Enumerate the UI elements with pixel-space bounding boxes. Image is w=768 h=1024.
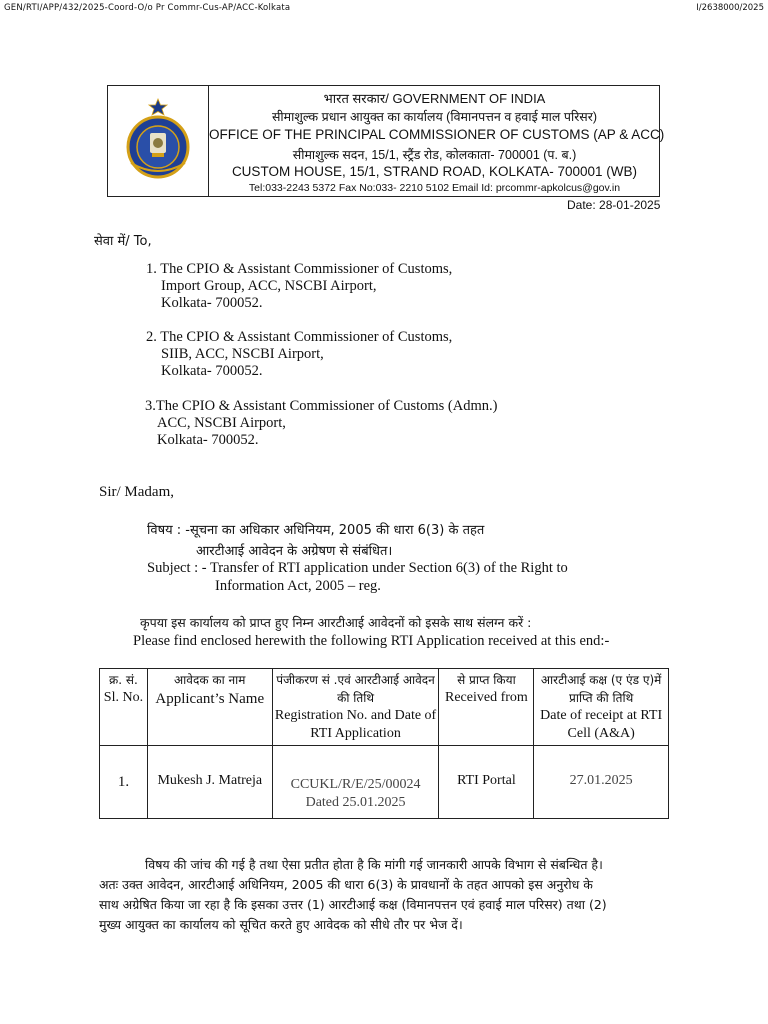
intro-english: Please find enclosed herewith the following RTI Application received at this end:- xyxy=(133,633,610,649)
intro-hindi: कृपया इस कार्यालय को प्राप्त हुए निम्न आरटीआई आवेदनों को इसके साथ संलग्न करें : xyxy=(140,615,532,630)
customs-emblem-icon xyxy=(117,97,199,181)
header-english: Received from xyxy=(444,690,528,705)
closing-line-4: मुख्य आयुक्त का कार्यालय को सूचित करते हुए आवेदक को सीधे तौर पर भेज दें। xyxy=(99,917,463,932)
header-english: Applicant’s Name xyxy=(155,691,265,707)
cell-applicant-name: Mukesh J. Matreja xyxy=(147,746,272,819)
letter-date: Date: 28-01-2025 xyxy=(567,198,661,212)
header-hindi: आरटीआई कक्ष (ए एंड ए)में प्राप्ति की तिथि xyxy=(540,673,662,705)
header-cell-registration xyxy=(272,669,439,746)
header-address-english: CUSTOM HOUSE, 15/1, STRAND ROAD, KOLKATA- 700001 (WB) xyxy=(231,164,638,179)
addressee-line: 2. The CPIO & Assistant Commissioner of Customs, xyxy=(146,329,453,345)
header-hindi: क्र. सं. xyxy=(109,673,138,687)
header-hindi: आवेदक का नाम xyxy=(174,673,246,687)
addressee-line: Kolkata- 700052. xyxy=(161,295,263,311)
header-contact: Tel:033-2243 5372 Fax No:033- 2210 5102 Email Id: prcommr-apkolcus@gov.in xyxy=(248,182,621,194)
document-id: I/2638000/2025 xyxy=(696,3,764,13)
addressee-2 xyxy=(146,329,452,380)
table-row xyxy=(100,746,669,819)
addressee-line: 1. The CPIO & Assistant Commissioner of Customs, xyxy=(146,261,453,277)
header-english: Sl. No. xyxy=(103,690,144,705)
header-govt: भारत सरकार/ GOVERNMENT OF INDIA xyxy=(323,91,546,106)
header-office-english: OFFICE OF THE PRINCIPAL COMMISSIONER OF CUSTOMS (AP & ACC) xyxy=(209,127,665,142)
registration-number: CCUKL/R/E/25/00024 xyxy=(290,777,421,792)
header-cell-receipt-date xyxy=(534,669,669,746)
closing-line-3: साथ अग्रेषित किया जा रहा है कि इसका उत्तर (1) आरटीआई कक्ष (विमानपत्तन एवं हवाई माल परिसर) तथा (2) xyxy=(99,897,607,912)
header-cell-applicant xyxy=(147,669,272,746)
header-address-hindi: सीमाशुल्क सदन, 15/1, स्ट्रैंड रोड, कोलकाता- 700001 (प. ब.) xyxy=(292,148,577,162)
addressee-line: ACC, NSCBI Airport, xyxy=(157,415,286,431)
header-cell-received-from xyxy=(439,669,534,746)
header-hindi: से प्राप्त किया xyxy=(457,673,516,687)
addressee-line: Import Group, ACC, NSCBI Airport, xyxy=(161,278,377,294)
cell-receipt-date: 27.01.2025 xyxy=(534,746,669,819)
closing-line-2: अतः उक्त आवेदन, आरटीआई अधिनियम, 2005 की धारा 6(3) के प्रावधानों के तहत आपको इस अनुरोध के xyxy=(99,877,593,892)
cell-received-from: RTI Portal xyxy=(439,746,534,819)
subject-hindi-line1: विषय : -सूचना का अधिकार अधिनियम, 2005 की धारा 6(3) के तहत xyxy=(147,523,485,538)
subject-english-line2: Information Act, 2005 – reg. xyxy=(215,578,381,594)
document-reference: GEN/RTI/APP/432/2025-Coord-O/o Pr Commr-Cus-AP/ACC-Kolkata xyxy=(4,3,291,13)
header-hindi: पंजीकरण सं .एवं आरटीआई आवेदन की तिथि xyxy=(276,673,435,705)
header-office-hindi: सीमाशुल्क प्रधान आयुक्त का कार्यालय (विमानपत्तन व हवाई माल परिसर) xyxy=(271,110,598,124)
addressee-line: Kolkata- 700052. xyxy=(157,432,259,448)
salutation: Sir/ Madam, xyxy=(99,484,174,500)
header-cell-sl xyxy=(100,669,148,746)
registration-date: Dated 25.01.2025 xyxy=(305,795,406,810)
header-english: Registration No. and Date of RTI Application xyxy=(274,708,437,741)
logo-cell xyxy=(107,85,209,197)
addressee-line: 3.The CPIO & Assistant Commissioner of Customs (Admn.) xyxy=(145,398,498,414)
rti-application-table xyxy=(99,668,669,819)
subject-english-line1: Subject : - Transfer of RTI application under Section 6(3) of the Right to xyxy=(147,560,568,576)
cell-sl-no: 1. xyxy=(100,746,148,819)
cell-registration xyxy=(272,746,439,819)
to-label: सेवा में/ To, xyxy=(94,234,152,249)
addressee-1 xyxy=(146,261,452,312)
subject-hindi-line2: आरटीआई आवेदन के अग्रेषण से संबंधित। xyxy=(196,544,393,559)
addressee-3 xyxy=(145,398,497,449)
addressee-line: Kolkata- 700052. xyxy=(161,363,263,379)
table-header-row xyxy=(100,669,669,746)
addressee-line: SIIB, ACC, NSCBI Airport, xyxy=(161,346,324,362)
closing-line-1: विषय की जांच की गई है तथा ऐसा प्रतीत होता है कि मांगी गई जानकारी आपके विभाग से संबन्धित है। xyxy=(145,857,603,872)
header-english: Date of receipt at RTI Cell (A&A) xyxy=(540,708,663,741)
